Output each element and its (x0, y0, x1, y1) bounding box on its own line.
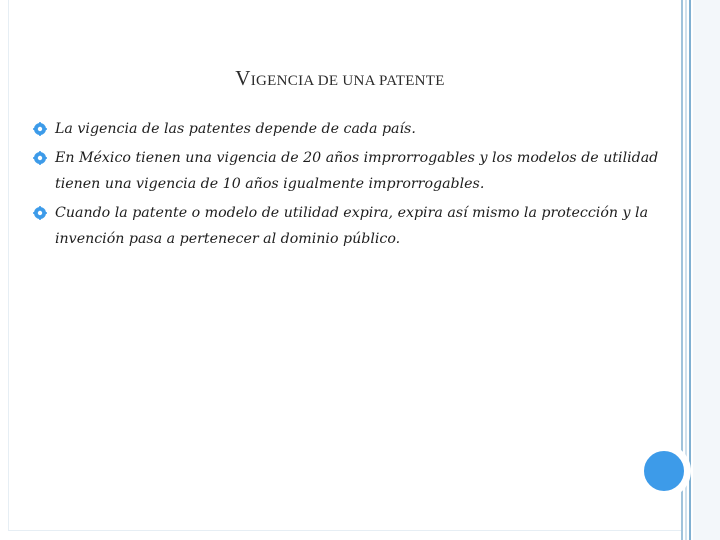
bullet-list (33, 116, 673, 255)
bullet-item (33, 145, 673, 197)
slide-title (0, 66, 680, 91)
slide-title-initial: V (235, 66, 251, 90)
gear-bullet-icon (33, 122, 47, 136)
gear-bullet-icon (33, 151, 47, 165)
bullet-text: En México tienen una vigencia de 20 años improrrogables y los modelos de utilidad tienen una vigencia de 10 años igualmente improrrogables. (55, 150, 659, 192)
decorative-stripe (689, 0, 691, 540)
gear-bullet-icon (33, 206, 47, 220)
circle-ornament-icon (642, 449, 686, 493)
bullet-text: La vigencia de las patentes depende de cada país. (55, 121, 416, 137)
bullet-item (33, 116, 673, 142)
slide-title-rest: IGENCIA DE UNA PATENTE (250, 73, 445, 89)
decorative-stripe (693, 0, 720, 540)
bullet-item (33, 200, 673, 252)
bullet-text: Cuando la patente o modelo de utilidad expira, expira así mismo la protección y la invención pasa a pertenecer al dominio público. (55, 205, 649, 247)
